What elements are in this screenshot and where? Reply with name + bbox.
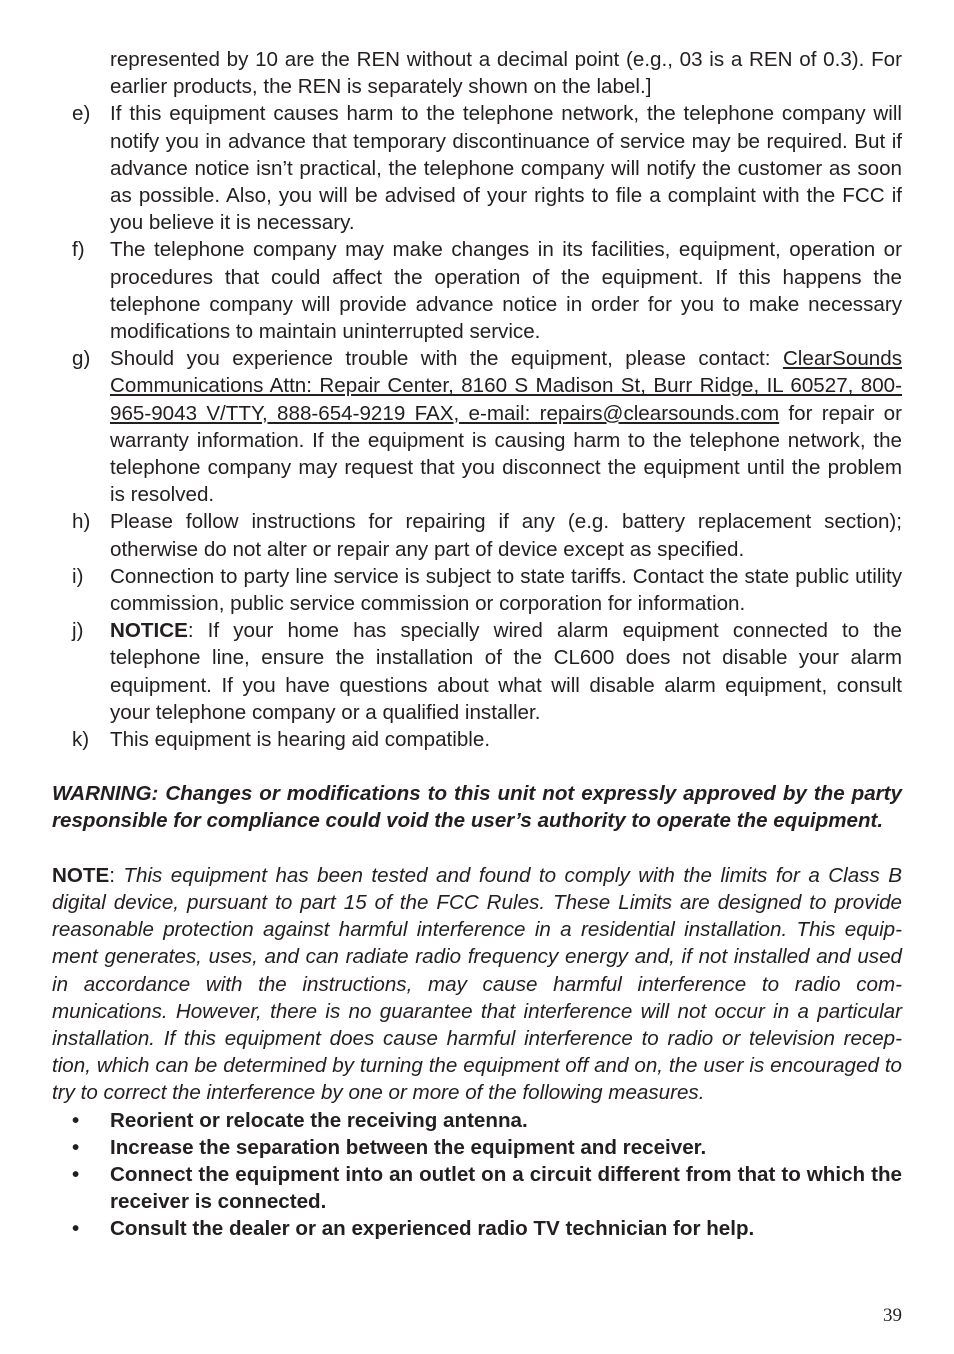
item-label: i) [72, 564, 84, 588]
intro-continuation: represented by 10 are the REN without a decimal point (e.g., 03 is a REN of 0.3). For earlier products, the REN is separately shown on the label.] [110, 48, 902, 99]
item-text: : If your home has specially wired alarm equipment connected to the telephone line, ensure the installation of the CL600 does not disable your alarm equipment. If you have questions about what will disable alarm equipment, consult your telephone company or a qualified installer. [110, 619, 902, 724]
item-label: f) [72, 238, 85, 262]
item-text: If this equipment causes harm to the telephone network, the telephone company will notify you in advance that temporary discontinuance of service may be required. But if advance notice isn’t practical, the telephone company will notify the customer as soon as possible. Also, you will be advised of your rights to file a complaint with the FCC if you believe it is necessary. [110, 102, 902, 235]
document-page [52, 46, 902, 1243]
bullet-item [52, 1215, 902, 1242]
item-text-after: for repair or warranty information. If the equipment is causing harm to the telephone network, the telephone company may request that you disconnect the equipment until the problem is resolved. [110, 401, 902, 507]
bullet-item [52, 1107, 902, 1134]
note-colon: : [109, 863, 124, 887]
item-label: k) [72, 728, 90, 752]
list-item-i [52, 563, 902, 617]
warning-paragraph: WARNING: Changes or modifications to this unit not expressly approved by the party responsible for compliance could void the user’s authority to operate the equipment. [52, 782, 902, 833]
bullet-text: Connect the equipment into an outlet on a circuit different from that to which the receiver is connected. [110, 1162, 902, 1214]
page-number: 39 [883, 1305, 902, 1326]
list-item-j [52, 617, 902, 726]
item-text: Connection to party line service is subject to state tariffs. Contact the state public utility commission, public service commission or corporation for information. [110, 564, 902, 616]
bullet-item [52, 1134, 902, 1161]
item-text-before: Should you experience trouble with the equipment, please contact: [110, 347, 783, 371]
bullet-icon: • [72, 1162, 80, 1186]
item-label: j) [72, 619, 84, 643]
note-text: This equipment has been tested and found to comply with the limits for a Class B digital device, pursuant to part 15 of the FCC Rules. These Limits are designed to provide reasonable protection against harmful interference in a residential installation. This equip-ment generates, uses, and can radiate radio frequency energy and, if not installed and used in accordance with the instructions, may cause harmful interference to radio com-munications. However, there is no guarantee that interference will not occur in a particular installation. If this equipment does cause harmful interference to radio or television recep-tion, which can be determined by turning the equipment off and on, the user is encouraged to try to correct the interference by one or more of the following measures. [52, 863, 902, 1105]
list-item-k [52, 726, 902, 753]
item-text: The telephone company may make changes in its facilities, equipment, operation or procedures that could affect the operation of the equipment. If this happens the telephone company will provide advance notice in order for you to make necessary modifications to maintain uninterrupted service. [110, 238, 902, 344]
bullet-text: Increase the separation between the equipment and receiver. [110, 1135, 707, 1159]
list-item-h [52, 508, 902, 562]
bullet-item [52, 1161, 902, 1215]
list-item-g [52, 345, 902, 508]
bullet-icon: • [72, 1135, 80, 1159]
bullet-icon: • [72, 1217, 80, 1241]
repair-contact-link[interactable]: ClearSounds Communications Attn: Repair Center, 8160 S Madison St, Burr Ridge, IL 60527, 800-965-9043 V/TTY, 888-654-9219 FAX, e-mail: repairs@clearsounds.com [110, 347, 902, 425]
bullet-text: Consult the dealer or an experienced radio TV technician for help. [110, 1217, 755, 1241]
item-label: h) [72, 510, 91, 534]
note-paragraph [52, 862, 902, 1107]
list-item-f [52, 236, 902, 345]
item-text: Please follow instructions for repairing if any (e.g. battery replacement section); otherwise do not alter or repair any part of device except as specified. [110, 510, 902, 561]
bullet-icon: • [72, 1108, 80, 1132]
item-label: g) [72, 347, 91, 371]
bullet-text: Reorient or relocate the receiving antenna. [110, 1108, 528, 1132]
list-item-e [52, 100, 902, 236]
note-label: NOTE [52, 863, 110, 887]
item-label: e) [72, 102, 91, 126]
item-text: This equipment is hearing aid compatible. [110, 728, 491, 752]
notice-label: NOTICE [110, 619, 188, 643]
